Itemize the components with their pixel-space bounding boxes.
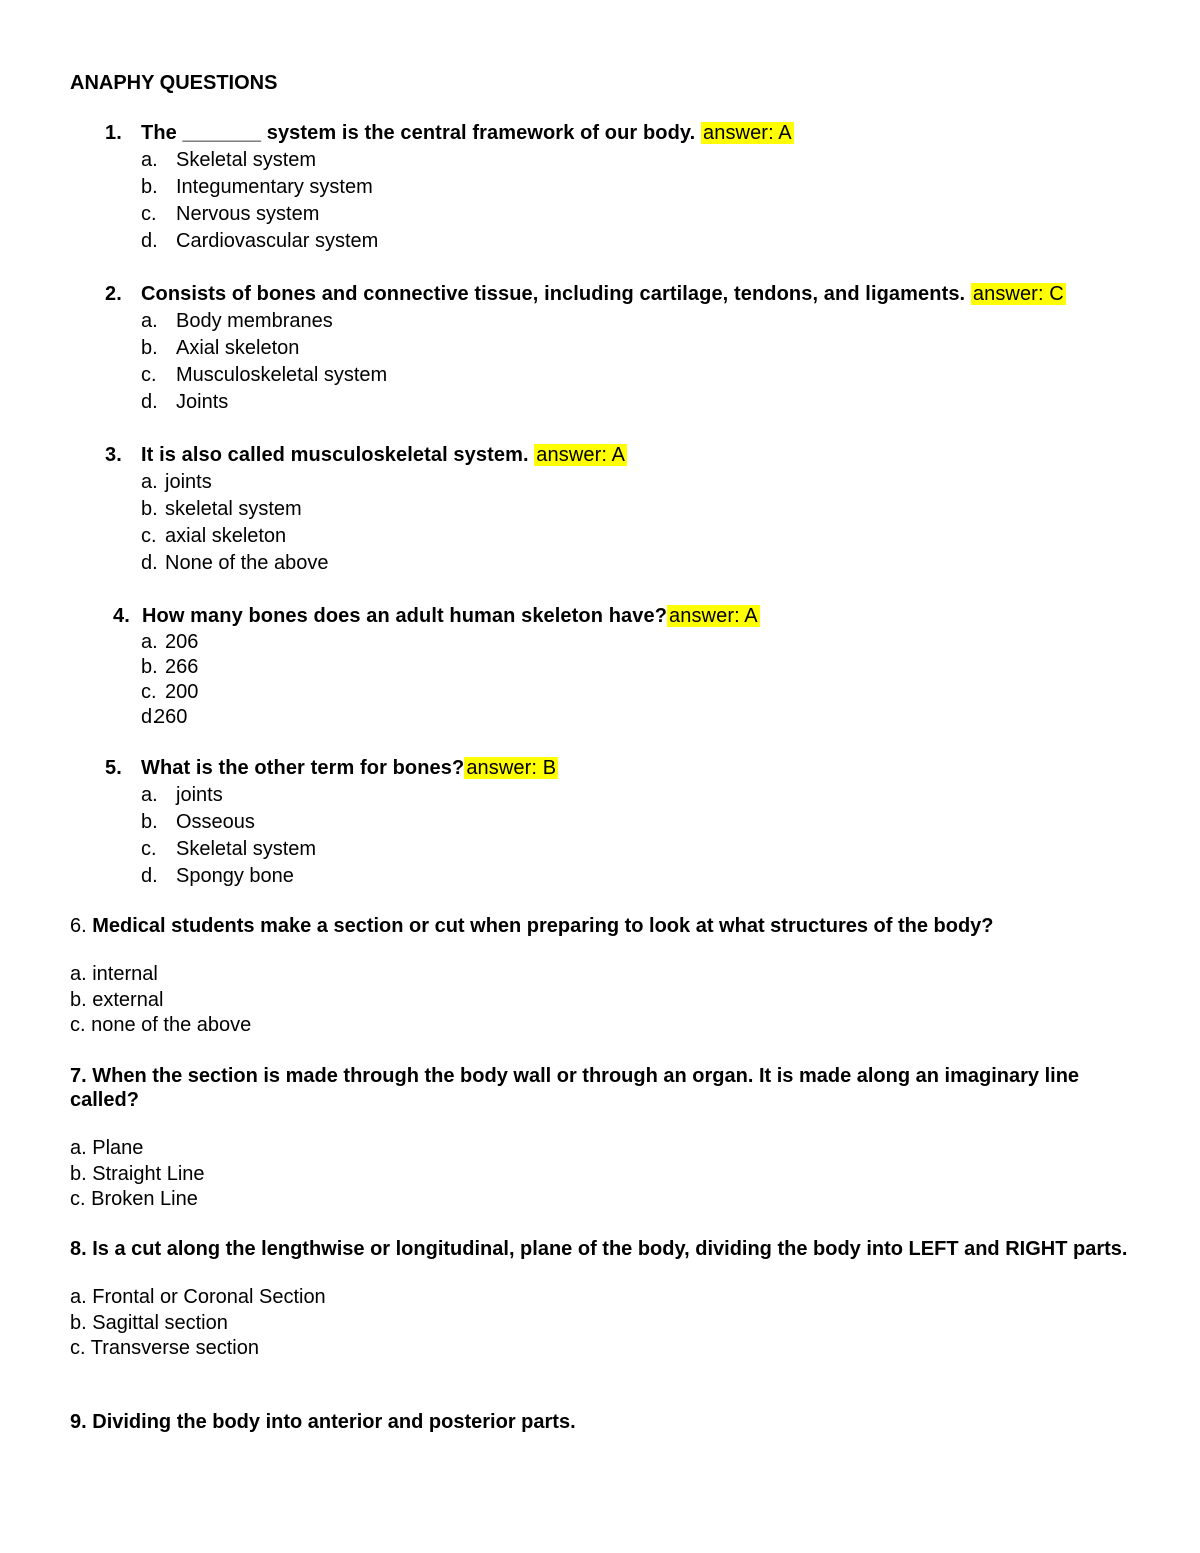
option-label: d. (141, 552, 158, 574)
question-number: 7. (70, 1065, 87, 1087)
option (0, 630, 1200, 655)
option: a. internal (70, 963, 158, 985)
question-text (142, 603, 760, 630)
question-text-content: What is the other term for bones? (141, 757, 465, 779)
option-list (70, 962, 1140, 1039)
option-list (0, 308, 1200, 416)
question-number: 2. (105, 283, 122, 305)
question-text-content: Dividing the body into anterior and posterior parts. (92, 1411, 576, 1433)
option (0, 174, 1200, 201)
option-text: 206 (165, 631, 199, 653)
answer-highlight: answer: A (703, 122, 792, 144)
option-list (0, 782, 1200, 890)
option-text: 200 (165, 681, 199, 703)
question-1 (0, 120, 1200, 255)
option: c. Transverse section (70, 1337, 259, 1359)
option-label: a. (141, 784, 158, 806)
option-label: a. (141, 149, 158, 171)
question-5-line (0, 755, 1200, 782)
option (0, 147, 1200, 174)
option-label: a. (141, 471, 158, 493)
option-list (0, 630, 1200, 730)
option-text: Cardiovascular system (176, 230, 379, 252)
answer-highlight: answer: C (972, 283, 1064, 305)
option: a. Frontal or Coronal Section (70, 1286, 326, 1308)
option-text: joints (176, 784, 223, 806)
option-text: Joints (176, 391, 229, 413)
option-list (70, 1285, 1140, 1362)
question-text-content: It is also called musculoskeletal system. (141, 444, 529, 466)
option-label: d. (141, 230, 158, 252)
document-title: ANAPHY QUESTIONS (70, 72, 278, 94)
option (0, 782, 1200, 809)
option-label: a. (141, 310, 158, 332)
question-number: 5. (105, 757, 122, 779)
question-8 (70, 1237, 1140, 1362)
answer-highlight: answer: A (536, 444, 626, 466)
option-label: c. (141, 681, 157, 703)
option (0, 308, 1200, 335)
question-text-content: The _______ system is the central framework of our body. (141, 122, 696, 144)
option-text: Axial skeleton (176, 337, 300, 359)
question-text (141, 281, 1066, 308)
question-text (141, 120, 794, 147)
option-label: b. (141, 811, 158, 833)
option: b. Sagittal section (70, 1311, 228, 1334)
option (0, 496, 1200, 523)
option-text: Body membranes (176, 310, 333, 332)
option-text: Osseous (176, 811, 255, 833)
option (0, 836, 1200, 863)
option-text: None of the above (165, 552, 329, 574)
option-label: d. (141, 706, 158, 728)
question-2-line (0, 281, 1200, 308)
option (0, 228, 1200, 255)
question-number: 4. (113, 605, 130, 627)
question-text (70, 1064, 1140, 1112)
question-4-line (0, 603, 1200, 630)
option (0, 863, 1200, 890)
option-label: b. (141, 656, 158, 678)
option: b. external (70, 988, 164, 1011)
question-2 (0, 281, 1200, 416)
option (0, 523, 1200, 550)
option-text: Skeletal system (176, 838, 317, 860)
question-text (70, 1237, 1140, 1261)
question-6 (70, 914, 1140, 1039)
question-number: 9. (70, 1411, 87, 1433)
option (0, 362, 1200, 389)
option (0, 655, 1200, 680)
option-list (0, 469, 1200, 577)
answer-highlight: answer: B (466, 757, 557, 779)
question-text (70, 914, 1140, 938)
option-label: c. (141, 525, 157, 547)
option-label: c. (141, 838, 157, 860)
option-label: a. (141, 631, 158, 653)
option: c. none of the above (70, 1014, 252, 1036)
option (0, 335, 1200, 362)
question-5 (0, 755, 1200, 890)
option-text: Nervous system (176, 203, 320, 225)
question-7 (70, 1064, 1140, 1213)
option: a. Plane (70, 1137, 144, 1159)
option-text: axial skeleton (165, 525, 287, 547)
question-1-line (0, 120, 1200, 147)
question-number: 6. (70, 915, 87, 937)
option-label: c. (141, 203, 157, 225)
question-text-content: When the section is made through the body wall or through an organ. It is made along an imaginary line called? (70, 1065, 1080, 1111)
option (0, 705, 1200, 730)
option (0, 469, 1200, 496)
option-label: d. (141, 865, 158, 887)
option-text: Skeletal system (176, 149, 317, 171)
option-label: b. (141, 176, 158, 198)
question-3-line (0, 442, 1200, 469)
question-text-content: Medical students make a section or cut when preparing to look at what structures of the body? (92, 915, 994, 937)
question-text-content: Consists of bones and connective tissue, including cartilage, tendons, and ligaments. (141, 283, 966, 305)
question-9 (70, 1410, 1140, 1434)
question-number: 3. (105, 444, 122, 466)
option-text: Integumentary system (176, 176, 373, 198)
option-text: Spongy bone (176, 865, 294, 887)
option-label: c. (141, 364, 157, 386)
option-text: joints (165, 471, 212, 493)
option: b. Straight Line (70, 1162, 205, 1185)
question-text (141, 442, 627, 469)
option-text: 260 (154, 706, 188, 728)
option-list (0, 147, 1200, 255)
option (0, 389, 1200, 416)
option-text: Musculoskeletal system (176, 364, 388, 386)
question-text-content: How many bones does an adult human skeleton have? (142, 605, 668, 627)
question-number: 1. (105, 122, 122, 144)
question-text (141, 755, 558, 782)
option (0, 809, 1200, 836)
question-3 (0, 442, 1200, 577)
option (0, 680, 1200, 705)
option-text: skeletal system (165, 498, 302, 520)
question-text (70, 1410, 1140, 1434)
option-list (70, 1136, 1140, 1213)
question-number: 8. (70, 1238, 87, 1260)
option (0, 550, 1200, 577)
question-4 (0, 603, 1200, 730)
option (0, 201, 1200, 228)
option-label: d. (141, 391, 158, 413)
option-label: b. (141, 498, 158, 520)
option-text: 266 (165, 656, 199, 678)
option: c. Broken Line (70, 1188, 198, 1210)
answer-highlight: answer: A (669, 605, 758, 627)
option-label: b. (141, 337, 158, 359)
question-text-content: Is a cut along the lengthwise or longitudinal, plane of the body, dividing the body into LEFT and RIGHT parts. (92, 1238, 1128, 1260)
